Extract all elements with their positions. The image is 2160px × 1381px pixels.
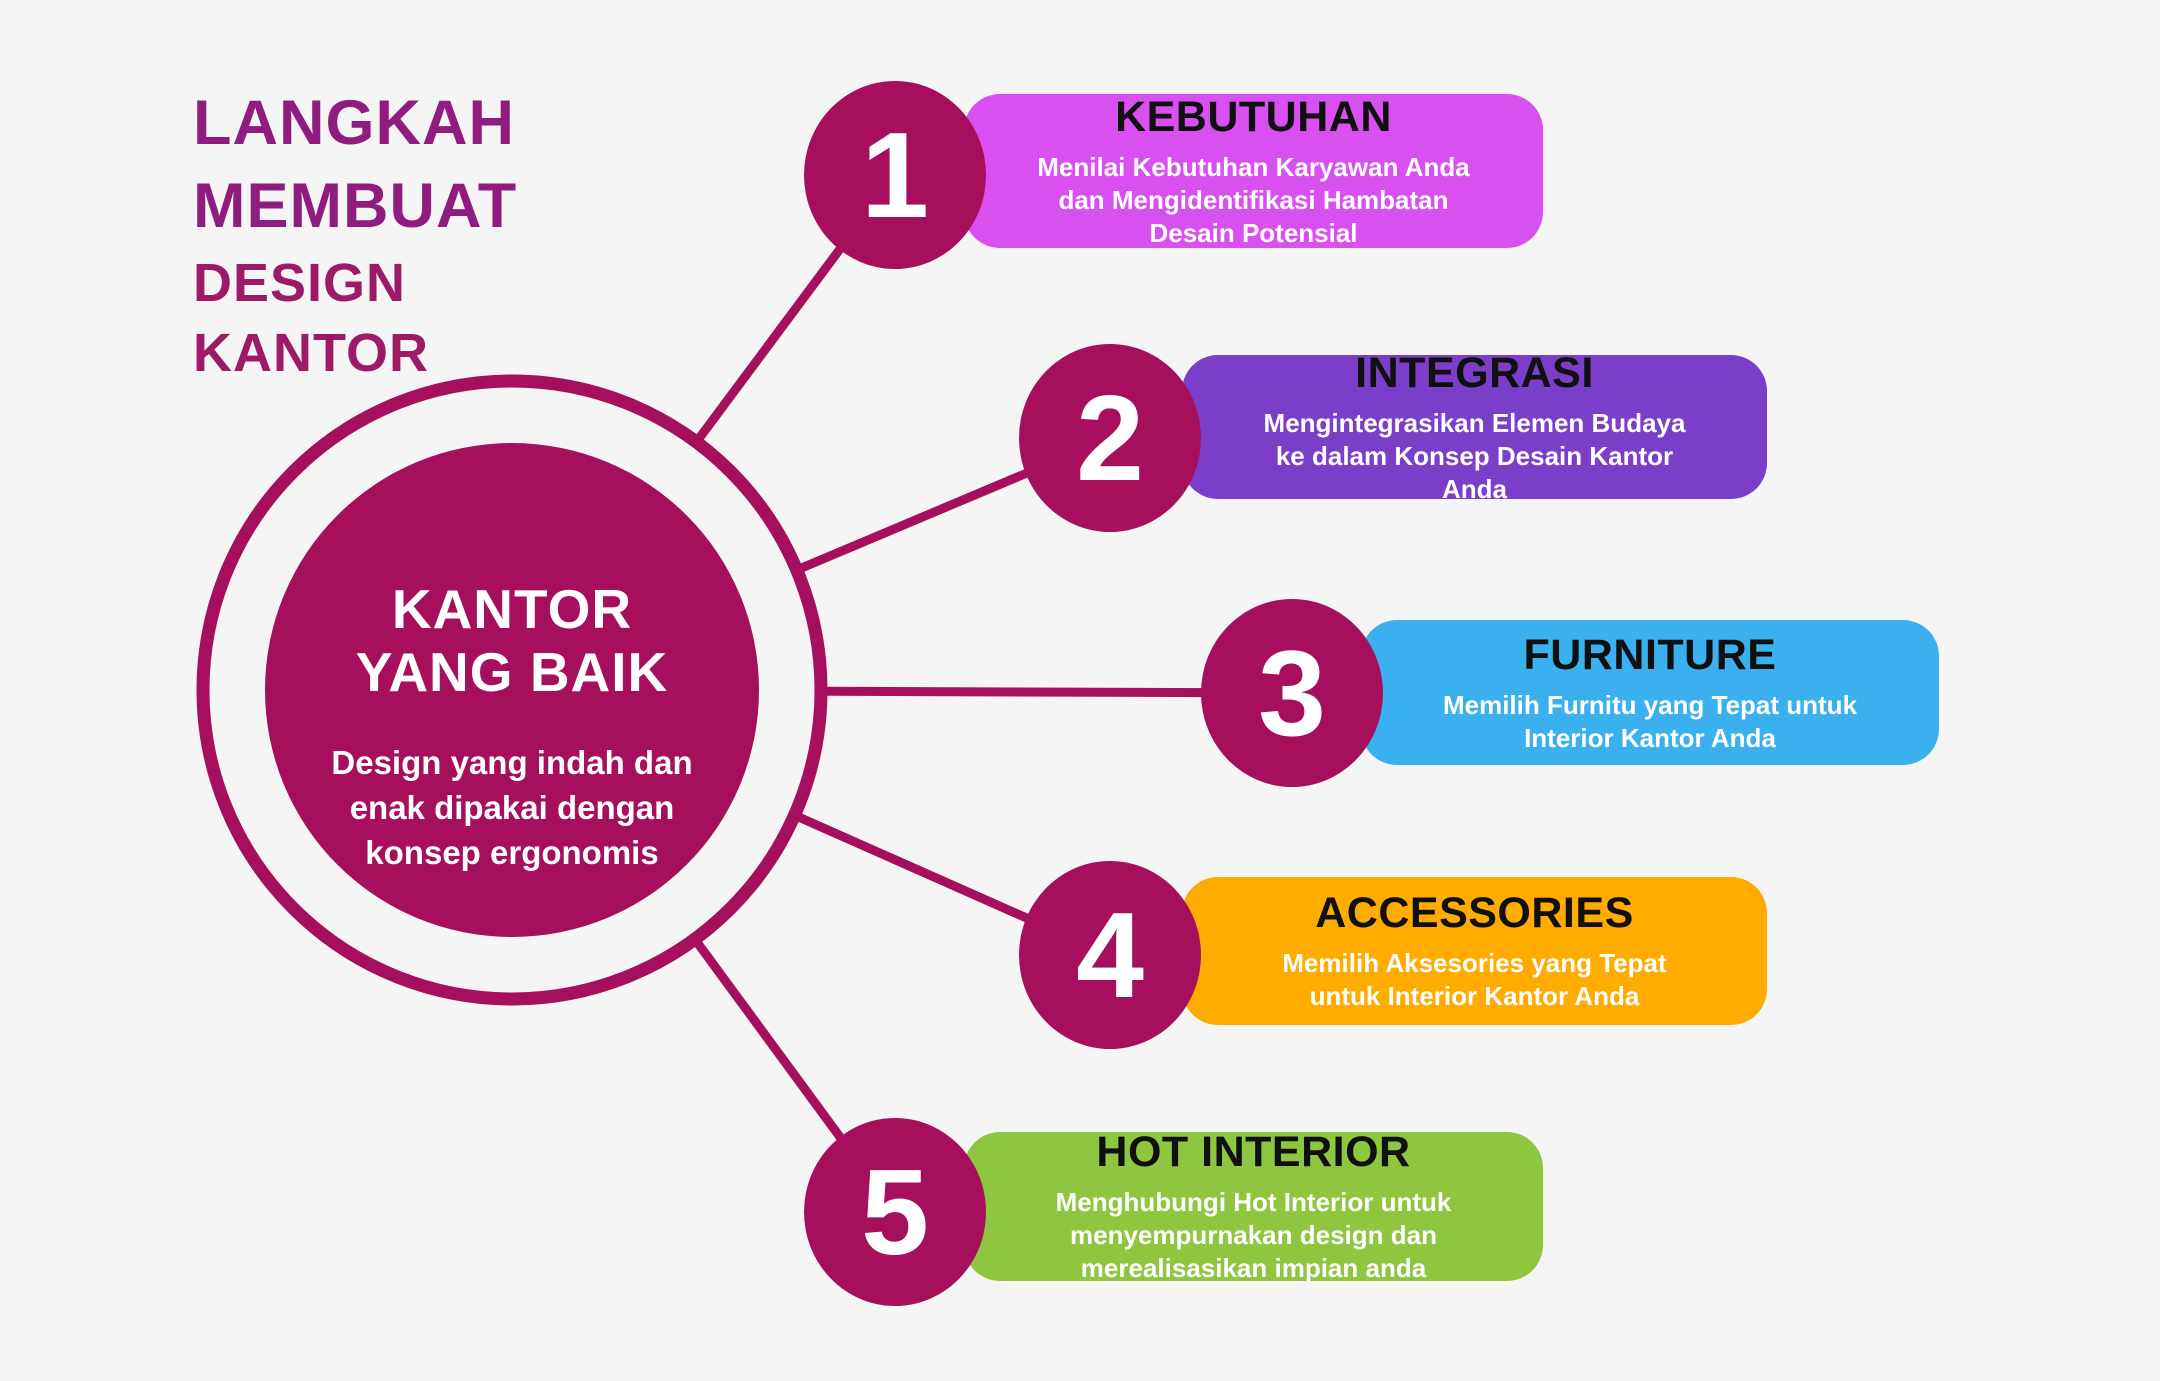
step-description-line: Desain Potensial — [1149, 217, 1358, 248]
step-description-line: Memilih Furnitu yang Tepat untuk — [1442, 689, 1858, 720]
step-5-badge: 5 — [804, 1118, 986, 1306]
step-description — [1037, 151, 1469, 250]
center-description-line: konsep ergonomis — [365, 834, 659, 871]
step-description-line: untuk Interior Kantor Anda — [1309, 981, 1640, 1011]
step-box-accessories — [1182, 877, 1767, 1025]
step-3-badge: 3 — [1201, 599, 1383, 787]
step-description-line: Memilih Aksesories yang Tepat — [1282, 948, 1667, 978]
center-heading-line: KANTOR — [391, 578, 633, 640]
step-description-line: Interior Kantor Anda — [1524, 722, 1776, 753]
step-description-line: dan Mengidentifikasi Hambatan — [1058, 184, 1449, 215]
page-title-line: LANGKAH — [193, 88, 515, 158]
step-description-line: ke dalam Konsep Desain Kantor — [1275, 440, 1674, 471]
step-2-badge: 2 — [1019, 344, 1201, 532]
step-description-line: Menghubungi Hot Interior untuk — [1055, 1187, 1452, 1217]
step-4-badge: 4 — [1019, 861, 1201, 1049]
center-heading-line: YANG BAIK — [355, 641, 669, 703]
step-description-line: menyempurnakan design dan — [1070, 1220, 1437, 1250]
page-title-line: DESIGN — [193, 253, 407, 313]
step-description-line: merealisasikan impian anda — [1080, 1253, 1427, 1283]
center-description — [262, 740, 762, 875]
step-description — [1264, 407, 1686, 506]
step-box-integrasi — [1182, 348, 1767, 504]
step-title: KEBUTUHAN — [1115, 92, 1392, 141]
step-1-badge: 1 — [804, 81, 986, 269]
step-description-line: Menilai Kebutuhan Karyawan Anda — [1037, 151, 1470, 182]
step-box-furniture — [1361, 620, 1939, 765]
page-title-line: KANTOR — [193, 323, 430, 383]
step-title: FURNITURE — [1523, 630, 1777, 679]
page-title-line: MEMBUAT — [193, 171, 518, 241]
step-description — [1056, 1186, 1452, 1285]
step-title: INTEGRASI — [1355, 348, 1594, 397]
center-description-line: enak dipakai dengan — [349, 789, 675, 826]
step-description-line: Mengintegrasikan Elemen Budaya — [1263, 407, 1686, 438]
step-title: HOT INTERIOR — [1096, 1128, 1411, 1176]
step-title: ACCESSORIES — [1315, 889, 1634, 937]
step-description-line: Anda — [1442, 473, 1507, 504]
step-box-hot-interior — [964, 1128, 1543, 1283]
page-title — [193, 82, 517, 388]
step-description — [1443, 689, 1857, 755]
center-description-line: Design yang indah dan — [331, 744, 693, 781]
step-box-kebutuhan — [964, 94, 1543, 248]
center-circle-text — [262, 578, 762, 875]
step-description — [1282, 947, 1666, 1013]
